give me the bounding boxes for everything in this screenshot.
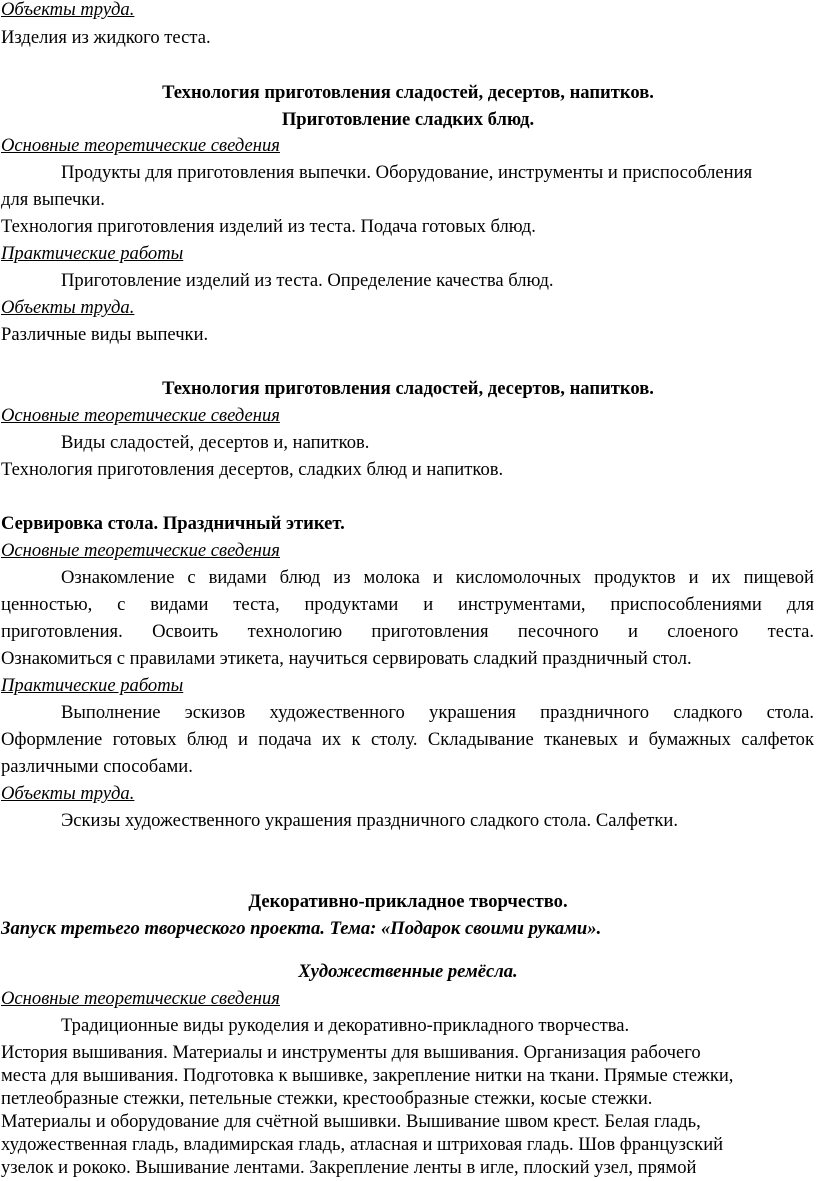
paragraph-line: Ознакомиться с правилами этикета, научиться сервировать сладкий праздничный стол. — [1, 648, 692, 669]
paragraph-line: приготовления. Освоить технологию приготовления песочного и слоеного теста. — [1, 621, 814, 642]
paragraph-line: Виды сладостей, десертов и, напитков. — [61, 432, 370, 453]
section-label-theory: Основные теоретические сведения — [1, 135, 280, 156]
paragraph-line: различными способами. — [1, 756, 193, 777]
heading-sweets-technology: Технология приготовления сладостей, десертов, напитков. — [162, 82, 654, 103]
heading-table-setting: Сервировка стола. Праздничный этикет. — [1, 513, 345, 534]
section-label-theory: Основные теоретические сведения — [1, 405, 280, 426]
paragraph-line: История вышивания. Материалы и инструменты для вышивания. Организация рабочего — [1, 1042, 701, 1063]
paragraph-line: Приготовление изделий из теста. Определение качества блюд. — [61, 270, 554, 291]
heading-sweets-technology: Технология приготовления сладостей, десертов, напитков. — [162, 378, 654, 399]
paragraph-line: ценностью, с видами теста, продуктами и инструментами, приспособлениями для — [1, 594, 814, 615]
paragraph-line: Технология приготовления изделий из теста. Подача готовых блюд. — [1, 216, 536, 237]
paragraph-line: Продукты для приготовления выпечки. Оборудование, инструменты и приспособления — [61, 162, 753, 183]
paragraph-line: Традиционные виды рукоделия и декоративно-прикладного творчества. — [61, 1015, 630, 1036]
heading-decorative-art: Декоративно-прикладное творчество. — [248, 891, 568, 912]
paragraph-line: Выполнение эскизов художественного украшения праздничного сладкого стола. — [61, 702, 814, 723]
heading-creative-project: Запуск третьего творческого проекта. Тема: «Подарок своими руками». — [1, 918, 602, 939]
paragraph-line: петлеобразные стежки, петельные стежки, крестообразные стежки, косые стежки. — [1, 1088, 653, 1109]
section-label-objects: Объекты труда. — [1, 297, 135, 318]
heading-crafts: Художественные ремёсла. — [298, 961, 518, 982]
section-label-theory: Основные теоретические сведения — [1, 540, 280, 561]
paragraph-line: Материалы и оборудование для счётной вышивки. Вышивание швом крест. Белая гладь, — [1, 1111, 701, 1132]
paragraph-line: Изделия из жидкого теста. — [1, 27, 211, 48]
paragraph-line: Технология приготовления десертов, сладких блюд и напитков. — [1, 459, 504, 480]
paragraph-line: Оформление готовых блюд и подача их к столу. Складывание тканевых и бумажных салфеток — [1, 729, 814, 750]
paragraph-line: узелок и рококо. Вышивание лентами. Закрепление ленты в игле, плоский узел, прямой — [1, 1157, 697, 1178]
paragraph-line: Эскизы художественного украшения праздничного сладкого стола. Салфетки. — [61, 810, 678, 831]
paragraph-line: для выпечки. — [1, 189, 105, 210]
paragraph-line: места для вышивания. Подготовка к вышивке, закрепление нитки на ткани. Прямые стежки, — [1, 1065, 734, 1086]
paragraph-line: Ознакомление с видами блюд из молока и кисломолочных продуктов и их пищевой — [61, 567, 814, 588]
section-label-practice: Практические работы — [1, 675, 184, 696]
section-label-objects: Объекты труда. — [1, 783, 135, 804]
paragraph-line: художественная гладь, владимирская гладь, атласная и штриховая гладь. Шов французский — [1, 1134, 724, 1155]
section-label-practice: Практические работы — [1, 243, 184, 264]
section-label-theory: Основные теоретические сведения — [1, 988, 280, 1009]
heading-sweet-dishes: Приготовление сладких блюд. — [281, 109, 535, 130]
paragraph-line: Различные виды выпечки. — [1, 324, 209, 345]
section-label-objects: Объекты труда. — [1, 0, 135, 20]
